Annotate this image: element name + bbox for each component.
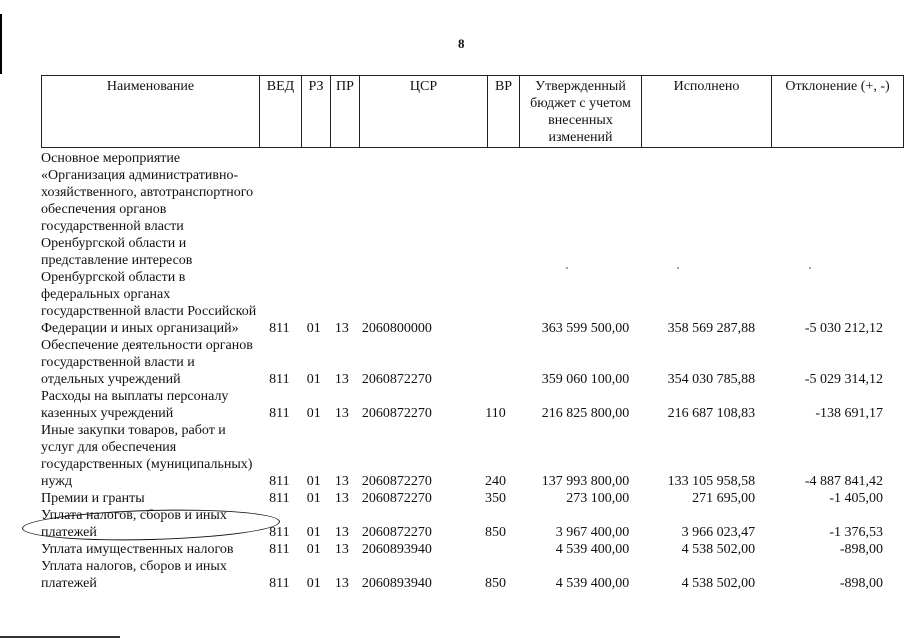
row-csr: 2060893940 (361, 576, 432, 591)
row-rz: 01 (306, 525, 321, 540)
row-rz: 01 (306, 474, 321, 489)
row-budget: 363 599 500,00 (541, 321, 630, 336)
row-ved: 811 (269, 321, 290, 336)
row-name: Премии и гранты (41, 491, 145, 506)
row-vr: 240 (485, 474, 507, 489)
row-ved: 811 (269, 576, 290, 591)
header-executed: Исполнено (642, 76, 772, 148)
scan-edge-mark (0, 14, 2, 74)
row-csr: 2060893940 (361, 542, 432, 557)
header-vr: ВР (488, 76, 520, 148)
row-deviation: -898,00 (839, 576, 883, 591)
header-name: Наименование (42, 76, 260, 148)
row-csr: 2060800000 (361, 321, 432, 336)
row-vr: 350 (485, 491, 507, 506)
page-bottom-rule (0, 636, 120, 638)
row-budget: 137 993 800,00 (541, 474, 630, 489)
row-rz: 01 (306, 491, 321, 506)
row-ved: 811 (269, 542, 290, 557)
table-row (41, 388, 883, 422)
row-ved: 811 (269, 525, 290, 540)
row-deviation: -1 376,53 (829, 525, 883, 540)
row-budget: 359 060 100,00 (541, 372, 630, 387)
row-ved: 811 (269, 491, 290, 506)
row-csr: 2060872270 (361, 372, 432, 387)
row-name: Уплата налогов, сборов и иных платежей (41, 508, 227, 540)
row-budget: 3 967 400,00 (555, 525, 630, 540)
row-executed: 216 687 108,83 (667, 406, 756, 421)
table-row (41, 422, 883, 490)
header-deviation: Отклонение (+, -) (772, 76, 904, 148)
row-ved: 811 (269, 372, 290, 387)
row-csr: 2060872270 (361, 474, 432, 489)
row-executed: 4 538 502,00 (681, 576, 756, 591)
row-pr: 13 (334, 525, 349, 540)
row-deviation: -898,00 (839, 542, 883, 557)
row-vr: 110 (485, 406, 506, 421)
row-executed: 358 569 287,88 (667, 321, 756, 336)
row-rz: 01 (306, 372, 321, 387)
header-ved: ВЕД (260, 76, 302, 148)
row-csr: 2060872270 (361, 406, 432, 421)
row-pr: 13 (334, 491, 349, 506)
table-row (41, 558, 883, 592)
row-name: Расходы на выплаты персоналу казенных учреждений (41, 389, 229, 421)
page-number: 8 (458, 36, 465, 51)
header-pr: ПР (331, 76, 360, 148)
row-pr: 13 (334, 321, 349, 336)
row-name: Обеспечение деятельности органов государственной власти и отдельных учреждений (41, 338, 253, 387)
table-row (41, 490, 883, 507)
row-rz: 01 (306, 576, 321, 591)
row-budget: 4 539 400,00 (555, 542, 630, 557)
row-name: Иные закупки товаров, работ и услуг для обеспечения государственных (муниципальных) нужд (41, 423, 253, 489)
row-rz: 01 (306, 406, 321, 421)
row-budget: 273 100,00 (566, 491, 630, 506)
row-rz: 01 (306, 321, 321, 336)
row-pr: 13 (334, 542, 349, 557)
table-row (41, 541, 883, 558)
row-ved: 811 (269, 406, 290, 421)
row-vr: 850 (485, 576, 507, 591)
row-deviation: -5 030 212,12 (804, 321, 883, 336)
row-pr: 13 (334, 372, 349, 387)
row-budget: 4 539 400,00 (555, 576, 630, 591)
row-rz: 01 (306, 542, 321, 557)
row-executed: 133 105 958,58 (667, 474, 756, 489)
row-deviation: -4 887 841,42 (804, 474, 883, 489)
row-executed: 354 030 785,88 (667, 372, 756, 387)
row-executed: 271 695,00 (692, 491, 756, 506)
row-executed: 4 538 502,00 (681, 542, 756, 557)
table-row (41, 337, 883, 388)
scan-speck (677, 267, 679, 269)
header-csr: ЦСР (360, 76, 488, 148)
row-budget: 216 825 800,00 (541, 406, 630, 421)
scan-speck (809, 267, 811, 269)
budget-table-header (41, 75, 904, 148)
row-ved: 811 (269, 474, 290, 489)
scan-speck (566, 267, 568, 269)
header-approved-budget: Утвержденный бюджет с учетом внесенных изменений (520, 76, 642, 148)
row-deviation: -5 029 314,12 (804, 372, 883, 387)
row-name: Основное мероприятие «Организация административно-хозяйственного, автотранспортного обеспечения органов государственной власти Оренбургской области и представление интересов Оренбургской области в федеральных органах государственной власти Российской Федерации и иных организаций» (41, 151, 257, 336)
row-deviation: -138 691,17 (815, 406, 883, 421)
row-pr: 13 (334, 474, 349, 489)
row-deviation: -1 405,00 (829, 491, 883, 506)
row-name: Уплата имущественных налогов (41, 542, 234, 557)
row-csr: 2060872270 (361, 491, 432, 506)
row-executed: 3 966 023,47 (681, 525, 756, 540)
row-pr: 13 (334, 576, 349, 591)
table-row (41, 150, 883, 337)
header-rz: РЗ (302, 76, 331, 148)
row-csr: 2060872270 (361, 525, 432, 540)
row-vr: 850 (485, 525, 507, 540)
row-name: Уплата налогов, сборов и иных платежей (41, 559, 227, 591)
row-pr: 13 (334, 406, 349, 421)
